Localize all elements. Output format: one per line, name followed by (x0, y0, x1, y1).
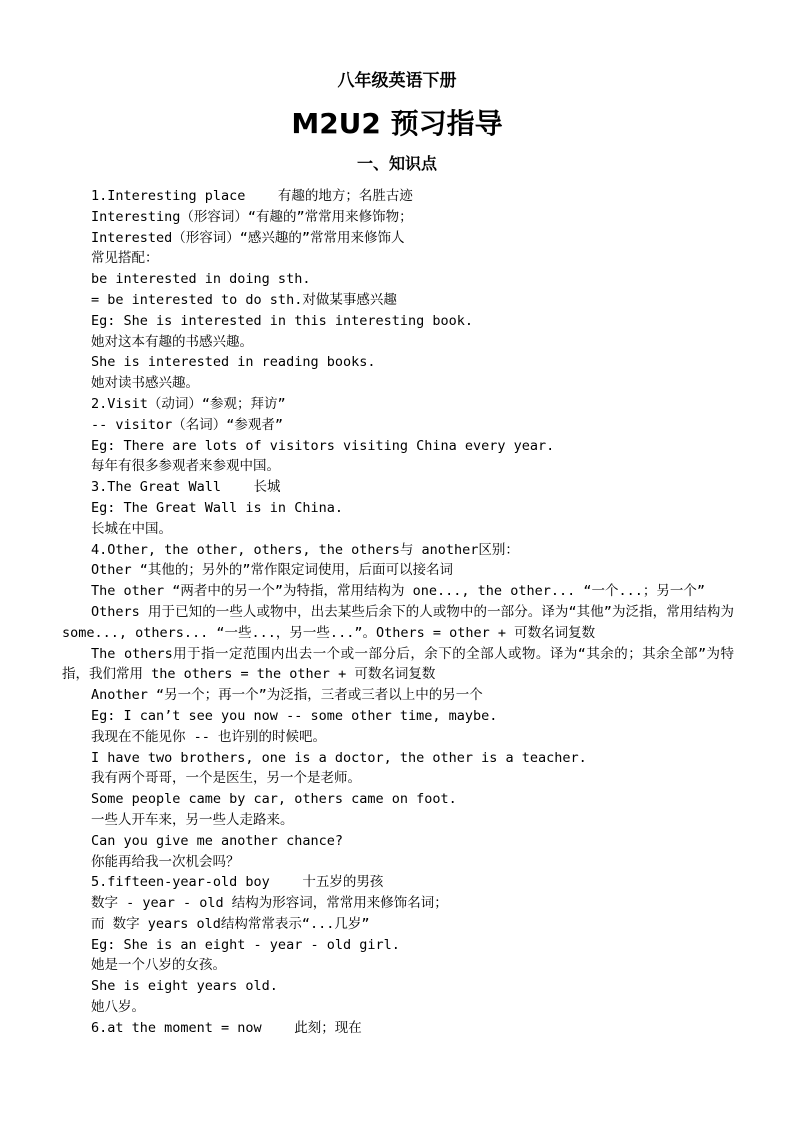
translation-line: 长城在中国。 (91, 520, 172, 537)
translation-line: 她八岁。 (91, 999, 145, 1016)
text-line: 数字 - year - old 结构为形容词，常常用来修饰名词； (91, 895, 448, 912)
item-heading-6: 6.at the moment = now 此刻；现在 (91, 1019, 362, 1036)
example-line: She is interested in reading books. (91, 354, 376, 371)
section-title: 一、知识点 (356, 154, 437, 173)
text-line: Other “其他的；另外的”常作限定词使用，后面可以接名词 (91, 562, 454, 579)
paragraph-others: Others 用于已知的一些人或物中，出去某些后余下的人或物中的一部分。译为“其他”为泛指，常用结构为 some..., others... “一些...，另一些...”。Others = other + 可数名词复数 (62, 603, 734, 641)
translation-line: 她对这本有趣的书感兴趣。 (91, 333, 253, 350)
example-line: She is eight years old. (91, 978, 278, 995)
paragraph-the-other: The other “两者中的另一个”为特指，常用结构为 one..., the other... “一个...；另一个” (91, 583, 705, 600)
paragraph-the-others: The others用于指一定范围内出去一个或一部分后，余下的全部人或物。译为“其余的；其余全部”为特指，我们常用 the others = the other + 可数名词复数 (62, 645, 734, 683)
translation-line: 她是一个八岁的女孩。 (91, 957, 226, 974)
example-line: Eg: I can’t see you now -- some other time, maybe. (91, 707, 498, 724)
text-line: Interested（形容词）“感兴趣的”常常用来修饰人 (91, 229, 405, 246)
translation-line: 我现在不能见你 -- 也许别的时候吧。 (91, 728, 327, 745)
translation-line: 她对读书感兴趣。 (91, 375, 199, 392)
text-line: 而 数字 years old结构常常表示“...几岁” (91, 915, 370, 932)
text-line: = be interested to do sth.对做某事感兴趣 (91, 291, 397, 308)
translation-line: 我有两个哥哥，一个是医生，另一个是老师。 (91, 770, 361, 787)
translation-line: 每年有很多参观者来参观中国。 (91, 458, 280, 475)
text-line: 常见搭配： (91, 250, 159, 267)
text-line: Another “另一个；再一个”为泛指，三者或三者以上中的另一个 (91, 687, 483, 704)
example-line: Eg: She is interested in this interesting book. (91, 312, 474, 329)
translation-line: 你能再给我一次机会吗？ (91, 853, 240, 870)
text-line: be interested in doing sth. (91, 271, 311, 288)
example-line: I have two brothers, one is a doctor, the other is a teacher. (91, 749, 587, 766)
example-line: Eg: The Great Wall is in China. (91, 499, 343, 516)
notes-body (62, 186, 734, 1039)
example-line: Eg: There are lots of visitors visiting China every year. (91, 437, 555, 454)
text-line: Interesting（形容词）“有趣的”常常用来修饰物； (91, 208, 413, 225)
example-line: Eg: She is an eight - year - old girl. (91, 936, 400, 953)
item-heading-4: 4.Other, the other, others, the others与 another区别： (91, 541, 519, 558)
item-heading-2: 2.Visit（动词）“参观；拜访” (91, 395, 286, 412)
item-heading-5: 5.fifteen-year-old boy 十五岁的男孩 (91, 874, 384, 891)
grade-title: 八年级英语下册 (337, 71, 457, 91)
translation-line: 一些人开车来，另一些人走路来。 (91, 811, 294, 828)
text-line: -- visitor（名词）“参观者” (91, 416, 284, 433)
item-heading-3: 3.The Great Wall 长城 (91, 479, 281, 496)
item-heading-1: 1.Interesting place 有趣的地方；名胜古迹 (91, 188, 413, 204)
main-title: M2U2 预习指导 (291, 107, 503, 140)
example-line: Some people came by car, others came on foot. (91, 791, 457, 808)
example-line: Can you give me another chance? (91, 832, 343, 849)
